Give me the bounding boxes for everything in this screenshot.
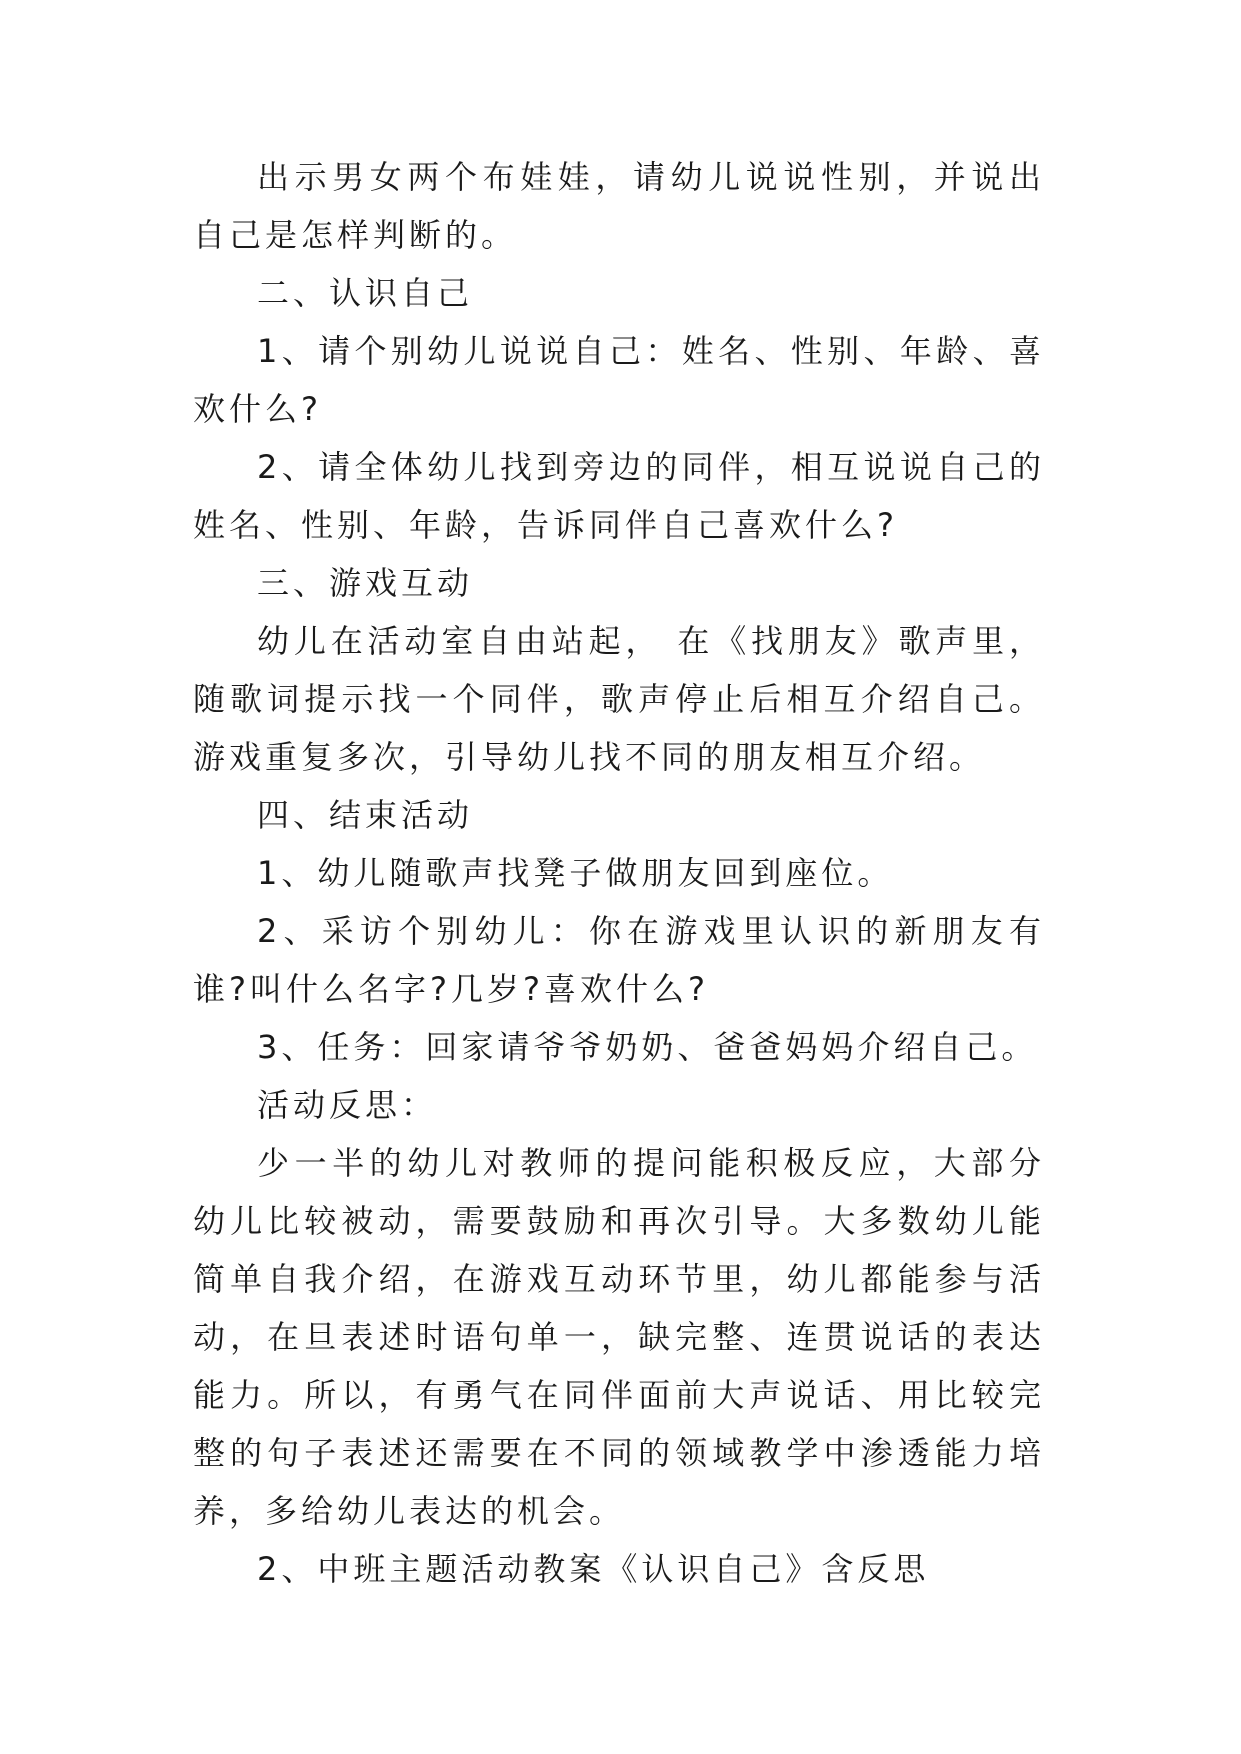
section-heading-game-interaction: 三、游戏互动	[257, 564, 474, 602]
paragraph-next-lesson-title: 2、中班主题活动教案《认识自己》含反思	[257, 1550, 930, 1588]
paragraph-end-step-1: 1、幼儿随歌声找凳子做朋友回到座位。	[257, 854, 894, 892]
paragraph-step-2-partner-talk: 2、请全体幼儿找到旁边的同伴，相互说说自己的姓名、性别、年龄，告诉同伴自己喜欢什么?	[193, 448, 1045, 544]
paragraph-end-step-2: 2、采访个别幼儿：你在游戏里认识的新朋友有谁?叫什么名字?几岁?喜欢什么?	[193, 912, 1045, 1008]
paragraph-end-step-3: 3、任务：回家请爷爷奶奶、爸爸妈妈介绍自己。	[257, 1028, 1038, 1066]
section-heading-know-yourself: 二、认识自己	[257, 274, 474, 312]
paragraph-reflection-body: 少一半的幼儿对教师的提问能积极反应，大部分幼儿比较被动，需要鼓励和再次引导。大多数幼儿能简单自我介绍，在游戏互动环节里，幼儿都能参与活动，在旦表述时语句单一，缺完整、连贯说话的表达能力。所以，有勇气在同伴面前大声说话、用比较完整的句子表述还需要在不同的领域教学中渗透能力培养，多给幼儿表达的机会。	[193, 1144, 1045, 1530]
section-heading-end-activity: 四、结束活动	[257, 796, 474, 834]
section-heading-reflection: 活动反思：	[257, 1086, 438, 1124]
document-body	[193, 148, 1045, 1598]
paragraph-gender-dolls: 出示男女两个布娃娃，请幼儿说说性别，并说出自己是怎样判断的。	[193, 158, 1045, 254]
paragraph-step-1-self-intro: 1、请个别幼儿说说自己：姓名、性别、年龄、喜欢什么?	[193, 332, 1045, 428]
paragraph-find-friends-game: 幼儿在活动室自由站起， 在《找朋友》歌声里，随歌词提示找一个同伴，歌声停止后相互介绍自己。游戏重复多次，引导幼儿找不同的朋友相互介绍。	[193, 622, 1045, 776]
